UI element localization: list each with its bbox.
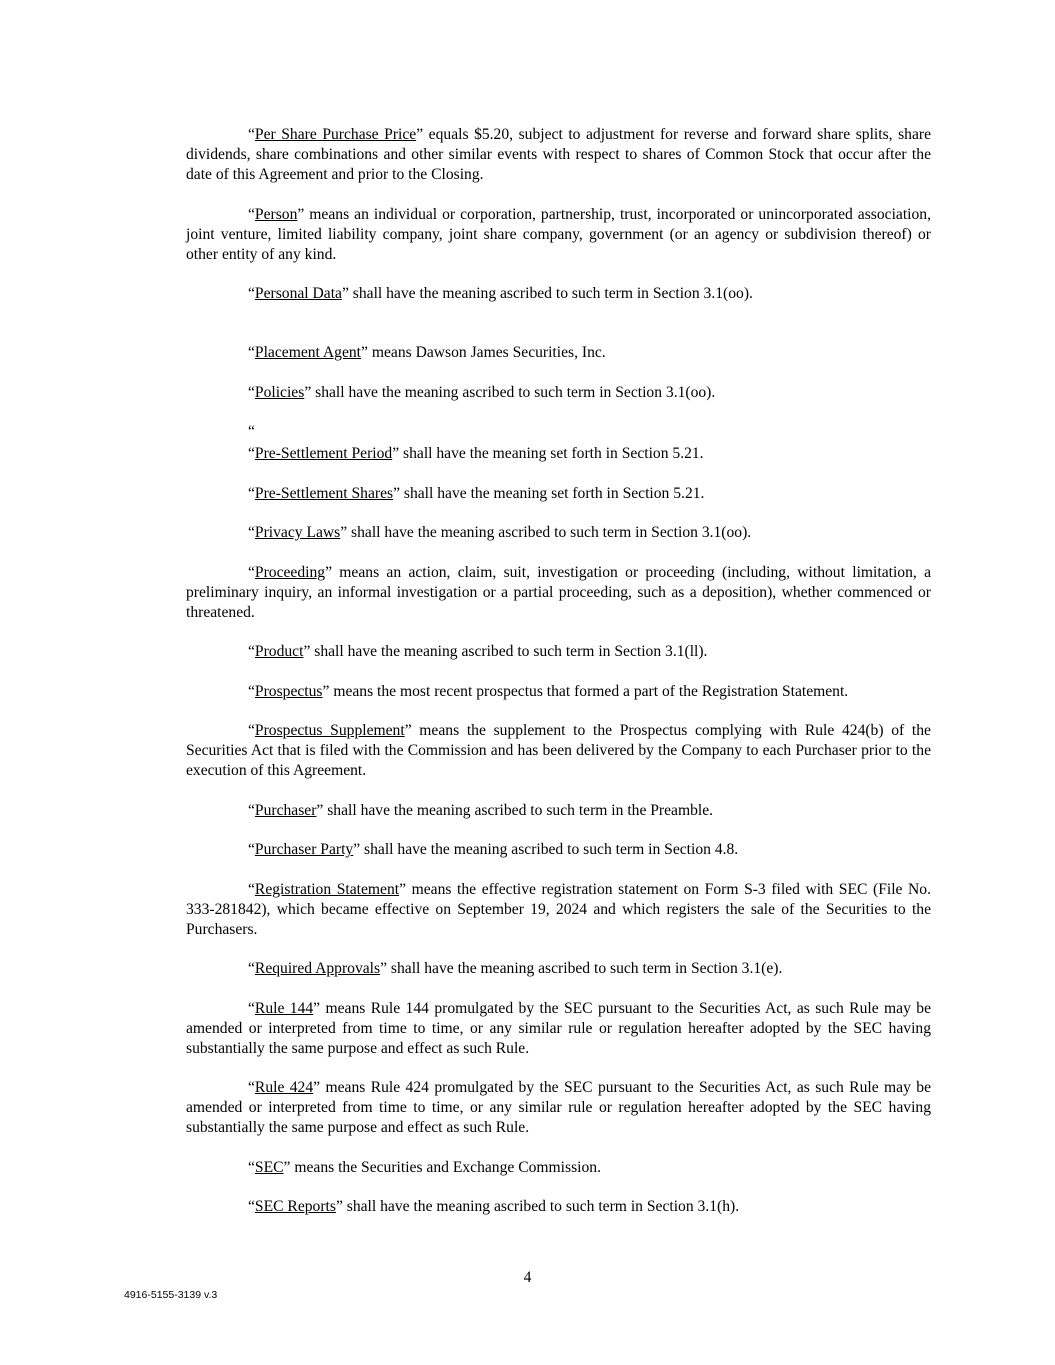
defined-term: Registration Statement — [254, 880, 400, 898]
definition-rule-144: “Rule 144” means Rule 144 promulgated by the SEC pursuant to the Securities Act, as such Rule may be amended or interpreted from time to time, or any similar rule or regulation hereafter adopted by the SEC having substantially the same purpose and effect as such Rule. — [186, 999, 931, 1057]
definition-prospectus-supplement: “Prospectus Supplement” means the supplement to the Prospectus complying with Rule 424(b) of the Securities Act that is filed with the Commission and has been delivered by the Company to each Purchaser prior to the execution of this Agreement. — [186, 722, 931, 779]
definition-placement-agent: “Placement Agent” means Dawson James Securities, Inc. — [248, 344, 606, 361]
defined-term: Required Approvals — [254, 960, 381, 977]
defined-term: Pre-Settlement Shares — [254, 484, 394, 502]
defined-term: Rule 144 — [254, 999, 314, 1017]
defined-term: Rule 424 — [254, 1079, 314, 1096]
definition-product: “Product” shall have the meaning ascribed to such term in Section 3.1(ll). — [248, 643, 708, 660]
definition-policies: “Policies” shall have the meaning ascribed to such term in Section 3.1(oo). — [248, 383, 716, 401]
defined-term: Placement Agent — [254, 344, 362, 361]
defined-term: Privacy Laws — [254, 524, 341, 541]
defined-term: Pre-Settlement Period — [254, 445, 393, 462]
definition-prospectus: “Prospectus” means the most recent prospectus that formed a part of the Registration Statement. — [248, 682, 849, 700]
definition-proceeding: “Proceeding” means an action, claim, suit, investigation or proceeding (including, without limitation, a preliminary inquiry, an informal investigation or a partial proceeding, such as a deposition), whether commenced or threatened. — [186, 563, 931, 621]
definition-personal-data: “Personal Data” shall have the meaning ascribed to such term in Section 3.1(oo). — [248, 285, 753, 302]
definition-pre-settlement-period: “Pre-Settlement Period” shall have the meaning set forth in Section 5.21. — [248, 445, 704, 462]
defined-term: Product — [254, 643, 304, 660]
definition-sec: “SEC” means the Securities and Exchange Commission. — [248, 1158, 601, 1176]
definition-sec-reports: “SEC Reports” shall have the meaning ascribed to such term in Section 3.1(h). — [248, 1198, 740, 1215]
definition-privacy-laws: “Privacy Laws” shall have the meaning ascribed to such term in Section 3.1(oo). — [248, 524, 752, 541]
definition-person: “Person” means an individual or corporation, partnership, trust, incorporated or unincorporated association, joint venture, limited liability company, joint share company, government (or an agency or subdivision thereof) or other entity of any kind. — [186, 205, 931, 263]
defined-term: Personal Data — [254, 285, 342, 302]
defined-term: SEC — [254, 1158, 284, 1176]
definitions-list — [186, 125, 931, 1237]
definition-stray-quote: “ — [248, 423, 255, 440]
defined-term: Purchaser — [254, 801, 317, 819]
defined-term: Prospectus Supplement — [254, 722, 405, 739]
defined-term: Person — [254, 205, 298, 223]
page-number: 4 — [523, 1269, 532, 1286]
definition-per-share-purchase-price: “Per Share Purchase Price” equals $5.20, subject to adjustment for reverse and forward share splits, share dividends, share combinations and other similar events with respect to shares of Common Stock that occur after the date of this Agreement and prior to the Closing. — [186, 126, 931, 183]
definition-purchaser-party: “Purchaser Party” shall have the meaning ascribed to such term in Section 4.8. — [248, 841, 739, 858]
defined-term: Policies — [254, 383, 305, 401]
defined-term: Prospectus — [254, 682, 323, 700]
definition-required-approvals: “Required Approvals” shall have the meaning ascribed to such term in Section 3.1(e). — [248, 960, 783, 977]
definition-registration-statement: “Registration Statement” means the effective registration statement on Form S-3 filed with SEC (File No. 333-281842), which became effective on September 19, 2024 and which registers the sale of the Securities to the Purchasers. — [186, 880, 931, 938]
definition-rule-424: “Rule 424” means Rule 424 promulgated by the SEC pursuant to the Securities Act, as such Rule may be amended or interpreted from time to time, or any similar rule or regulation hereafter adopted by the SEC having substantially the same purpose and effect as such Rule. — [186, 1079, 931, 1136]
definition-purchaser: “Purchaser” shall have the meaning ascribed to such term in the Preamble. — [248, 801, 714, 819]
document-id: 4916-5155-3139 v.3 — [124, 1289, 218, 1301]
defined-term: SEC Reports — [254, 1198, 336, 1215]
defined-term: Per Share Purchase Price — [254, 126, 417, 143]
defined-term: Proceeding — [254, 563, 326, 581]
definition-pre-settlement-shares: “Pre-Settlement Shares” shall have the meaning set forth in Section 5.21. — [248, 484, 705, 502]
defined-term: Purchaser Party — [254, 841, 354, 858]
